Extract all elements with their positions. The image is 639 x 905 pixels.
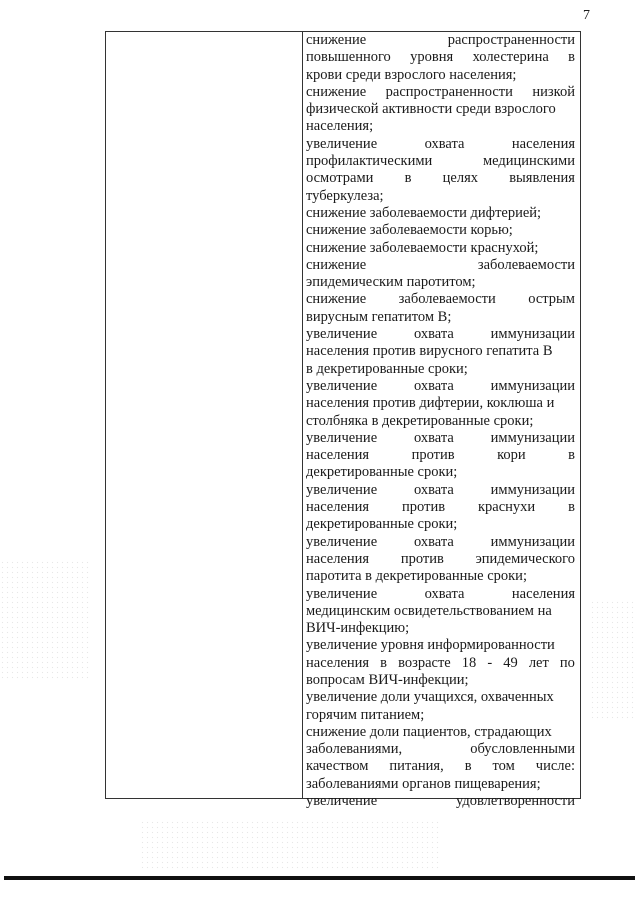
text-word: кори <box>497 447 526 464</box>
text-word: удовлетворенности <box>456 793 575 810</box>
text-word: в <box>568 49 575 66</box>
text-word: уровня <box>410 49 454 66</box>
text-word: низкой <box>532 83 575 100</box>
text-word: в <box>380 654 388 671</box>
text-line <box>306 637 575 654</box>
text-word: 49 <box>503 654 518 671</box>
text-line <box>306 603 575 620</box>
text-line <box>306 49 575 66</box>
text-word: против <box>411 447 455 464</box>
scan-noise <box>140 820 440 870</box>
text-word: выявления <box>509 170 575 187</box>
text-line <box>306 170 575 187</box>
text-word: вирусным гепатитом В; <box>306 308 452 325</box>
text-word: охвата <box>414 429 454 446</box>
text-line <box>306 551 575 568</box>
text-word: населения <box>306 447 370 464</box>
text-word: горячим питанием; <box>306 706 425 723</box>
text-word: целях <box>442 170 479 187</box>
text-line <box>306 274 575 291</box>
text-word: 18 <box>461 654 477 671</box>
text-line <box>306 222 575 239</box>
text-word: увеличение уровня информированности <box>306 637 555 654</box>
text-word: иммунизации <box>490 533 575 550</box>
text-word: населения <box>306 499 370 516</box>
text-word: охвата <box>414 377 454 394</box>
text-word: заболеваемости <box>477 256 575 273</box>
text-line <box>306 188 575 205</box>
text-word: числе: <box>535 758 575 775</box>
text-word: увеличение доли учащихся, охваченных <box>306 689 554 706</box>
table-right-column <box>306 32 575 810</box>
text-word: увеличение <box>306 429 378 446</box>
text-word: снижение заболеваемости корью; <box>306 222 513 239</box>
text-word: осмотрами <box>306 170 374 187</box>
text-word: увеличение <box>306 135 378 152</box>
text-line <box>306 499 575 516</box>
text-word: вопросам ВИЧ-инфекции; <box>306 671 469 688</box>
text-word: по <box>559 654 575 671</box>
text-line <box>306 655 575 672</box>
text-line <box>306 326 575 343</box>
text-word: профилактическими <box>306 153 433 170</box>
text-word: в <box>568 447 575 464</box>
text-word: обусловленными <box>470 741 575 758</box>
text-word: охвата <box>424 135 465 152</box>
text-word: ВИЧ-инфекцию; <box>306 620 410 637</box>
text-line <box>306 118 575 135</box>
text-word: лет <box>528 654 549 671</box>
text-line <box>306 67 575 84</box>
text-word: иммунизации <box>490 326 575 343</box>
text-word: медицинскими <box>482 153 575 170</box>
text-line <box>306 291 575 308</box>
text-word: увеличение <box>306 533 378 550</box>
text-word: снижение заболеваемости краснухой; <box>306 239 539 256</box>
text-word: столбняка в декретированные сроки; <box>306 412 534 429</box>
text-word: населения <box>306 654 370 671</box>
text-word: острым <box>528 291 575 308</box>
text-line <box>306 724 575 741</box>
text-line <box>306 672 575 689</box>
text-word: населения против вирусного гепатита В <box>306 343 553 360</box>
text-line <box>306 32 575 49</box>
text-word: физической активности среди взрослого <box>306 101 556 118</box>
text-line <box>306 758 575 775</box>
text-line <box>306 101 575 118</box>
scan-noise <box>590 600 635 720</box>
text-line <box>306 620 575 637</box>
text-word: против <box>402 499 446 516</box>
text-word: том <box>492 758 515 775</box>
text-line <box>306 447 575 464</box>
text-word: холестерина <box>472 49 549 66</box>
text-line <box>306 309 575 326</box>
text-word: медицинским освидетельствованием на <box>306 602 552 619</box>
text-line <box>306 464 575 481</box>
text-word: распространенности <box>385 83 513 100</box>
text-word: населения; <box>306 118 374 135</box>
text-line <box>306 430 575 447</box>
text-word: увеличение <box>306 377 378 394</box>
text-word: населения <box>306 550 370 567</box>
text-word: иммунизации <box>490 377 575 394</box>
text-word: заболеваниями органов пищеварения; <box>306 775 541 792</box>
text-word: снижение доли пациентов, страдающих <box>306 723 552 740</box>
text-word: снижение <box>306 256 367 273</box>
text-word: охвата <box>414 326 454 343</box>
page-number: 7 <box>583 8 590 23</box>
bottom-scan-edge <box>4 876 635 880</box>
text-word: охвата <box>414 481 454 498</box>
text-line <box>306 568 575 585</box>
text-line <box>306 776 575 793</box>
text-line <box>306 84 575 101</box>
text-word: паротита в декретированные сроки; <box>306 568 527 585</box>
text-word: заболеваемости <box>398 291 496 308</box>
text-word: в декретированные сроки; <box>306 360 468 377</box>
text-word: населения <box>511 135 575 152</box>
text-word: эпидемического <box>475 550 575 567</box>
text-line <box>306 257 575 274</box>
text-word: снижение <box>306 83 367 100</box>
text-line <box>306 516 575 533</box>
text-word: охвата <box>424 585 465 602</box>
text-line <box>306 707 575 724</box>
text-word: в <box>568 499 575 516</box>
text-word: снижение <box>306 32 367 48</box>
text-word: питания, <box>389 758 444 775</box>
text-word: увеличение <box>306 793 378 810</box>
text-line <box>306 343 575 360</box>
text-word: декретированные сроки; <box>306 516 458 533</box>
text-line <box>306 689 575 706</box>
text-word: иммунизации <box>490 481 575 498</box>
text-word: распространенности <box>447 32 575 48</box>
text-word: увеличение <box>306 481 378 498</box>
text-word: декретированные сроки; <box>306 464 458 481</box>
text-word: против <box>400 550 444 567</box>
text-line <box>306 793 575 810</box>
text-word: в <box>404 170 412 187</box>
text-line <box>306 378 575 395</box>
text-word: увеличение <box>306 326 378 343</box>
text-word: эпидемическим паротитом; <box>306 274 476 291</box>
document-table <box>105 31 581 810</box>
text-word: в <box>464 758 472 775</box>
text-line <box>306 741 575 758</box>
text-word: снижение <box>306 291 367 308</box>
text-word: качеством <box>306 758 369 775</box>
text-line <box>306 395 575 412</box>
text-line <box>306 413 575 430</box>
scan-noise <box>0 560 90 680</box>
text-word: повышенного <box>306 49 391 66</box>
text-word: увеличение <box>306 585 378 602</box>
text-word: иммунизации <box>490 429 575 446</box>
text-line <box>306 482 575 499</box>
text-word: крови среди взрослого населения; <box>306 66 517 83</box>
text-line <box>306 205 575 222</box>
text-word: заболеваниями, <box>306 741 403 758</box>
text-word: охвата <box>414 533 454 550</box>
text-line <box>306 534 575 551</box>
text-word: снижение заболеваемости дифтерией; <box>306 204 542 221</box>
text-word: возрасте <box>398 654 451 671</box>
text-word: населения против дифтерии, коклюша и <box>306 395 555 412</box>
text-word: населения <box>511 585 575 602</box>
text-line <box>306 240 575 257</box>
table-left-column <box>106 32 303 798</box>
text-word: краснухи <box>478 499 536 516</box>
text-line <box>306 361 575 378</box>
text-line <box>306 153 575 170</box>
text-line <box>306 136 575 153</box>
text-word: - <box>487 654 493 671</box>
text-line <box>306 586 575 603</box>
text-word: туберкулеза; <box>306 187 384 204</box>
